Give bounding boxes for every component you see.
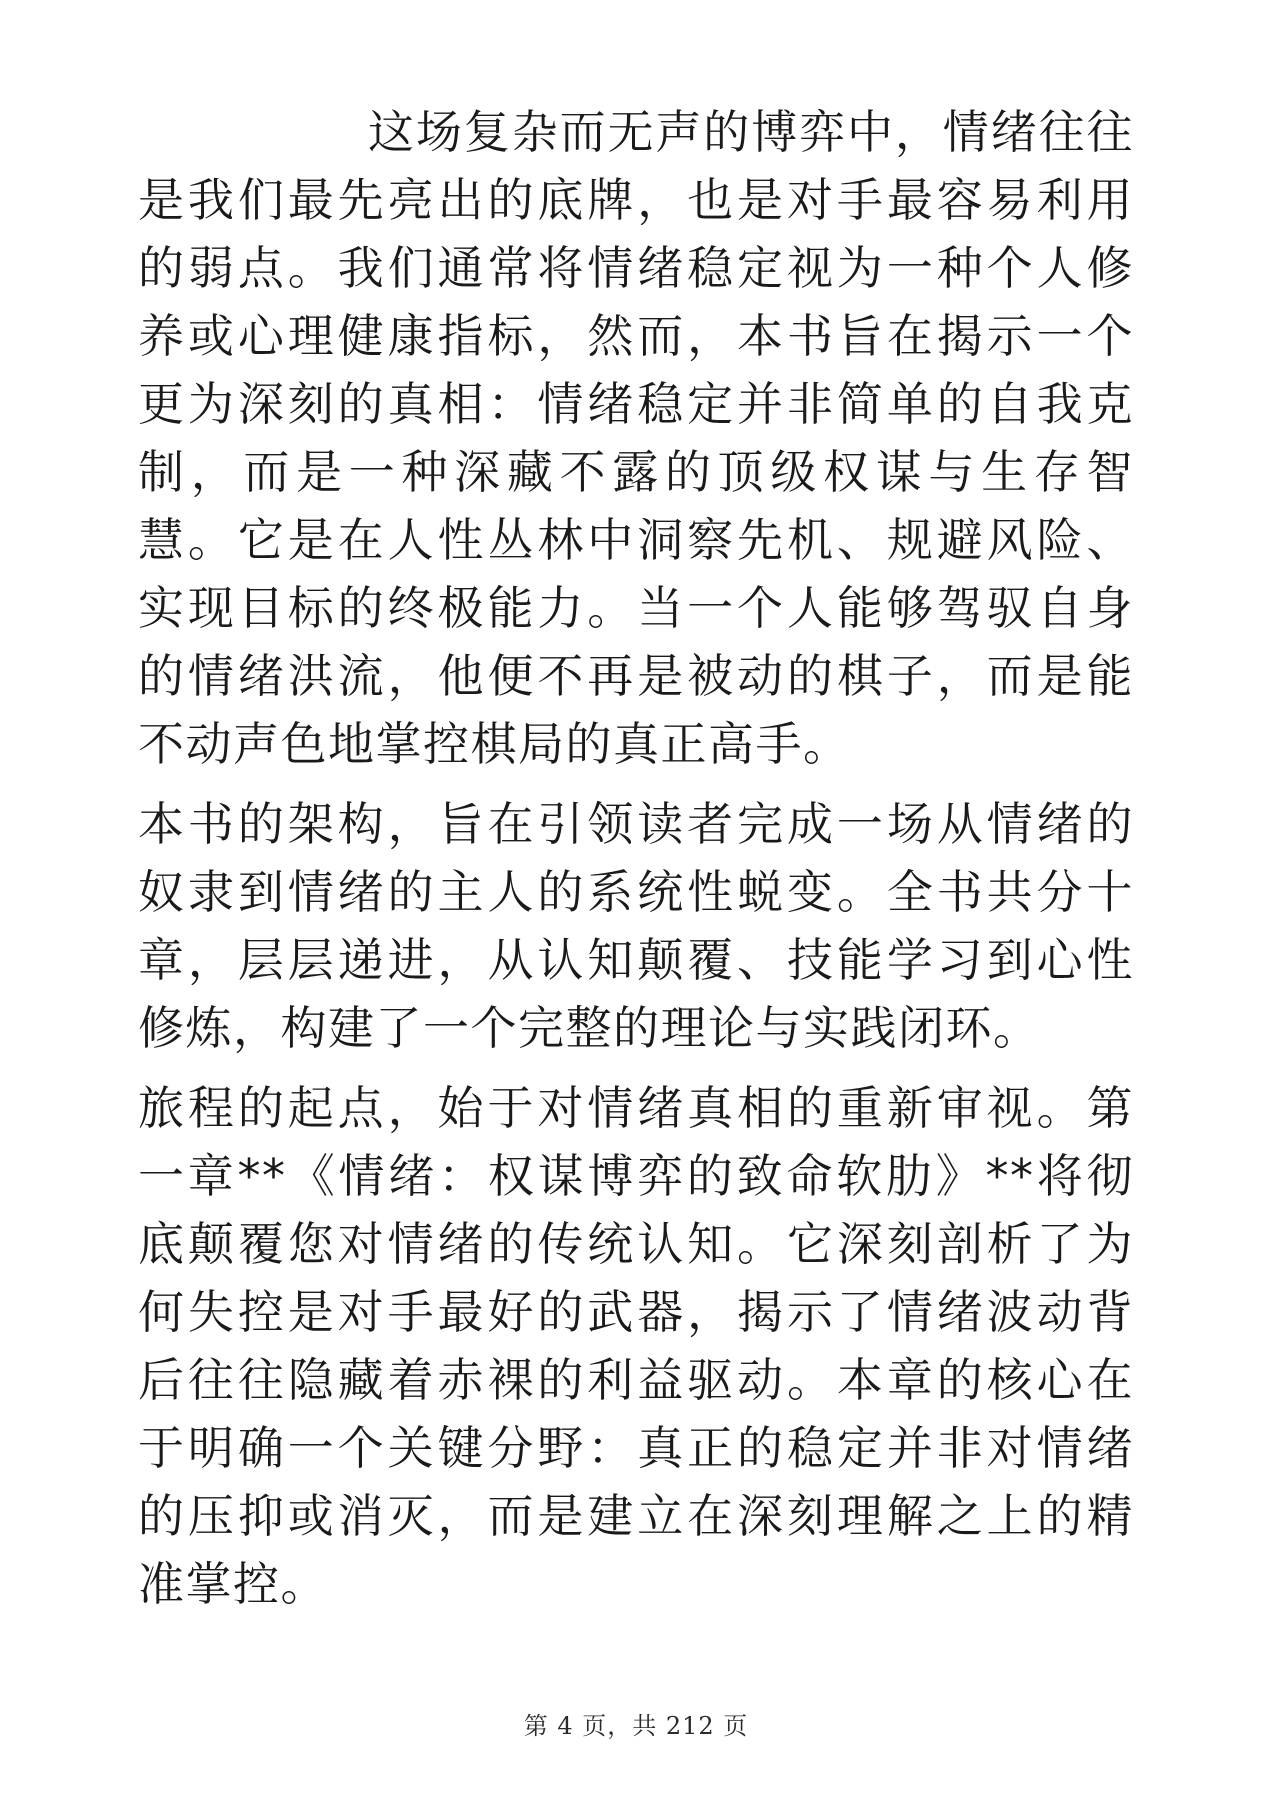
page-number-footer: 第 4 页，共 212 页 — [523, 1712, 749, 1740]
page-body — [138, 98, 1134, 1630]
paragraph-3: 旅程的起点，始于对情绪真相的重新审视。第一章**《情绪：权谋博弈的致命软肋》**将彻底颠覆您对情绪的传统认知。它深刻剖析了为何失控是对手最好的武器，揭示了情绪波动背后往往隐藏着赤裸的利益驱动。本章的核心在于明确一个关键分野：真正的稳定并非对情绪的压抑或消灭，而是建立在深刻理解之上的精准掌控。 — [138, 1081, 1134, 1611]
paragraph-1: 这场复杂而无声的博弈中，情绪往往是我们最先亮出的底牌，也是对手最容易利用的弱点。我们通常将情绪稳定视为一种个人修养或心理健康指标，然而，本书旨在揭示一个更为深刻的真相：情绪稳定并非简单的自我克制，而是一种深藏不露的顶级权谋与生存智慧。它是在人性丛林中洞察先机、规避风险、实现目标的终极能力。当一个人能够驾驭自身的情绪洪流，他便不再是被动的棋子，而是能不动声色地掌控棋局的真正高手。 — [138, 105, 1134, 771]
paragraph-2: 本书的架构，旨在引领读者完成一场从情绪的奴隶到情绪的主人的系统性蜕变。全书共分十章，层层递进，从认知颠覆、技能学习到心性修炼，构建了一个完整的理论与实践闭环。 — [138, 797, 1134, 1055]
